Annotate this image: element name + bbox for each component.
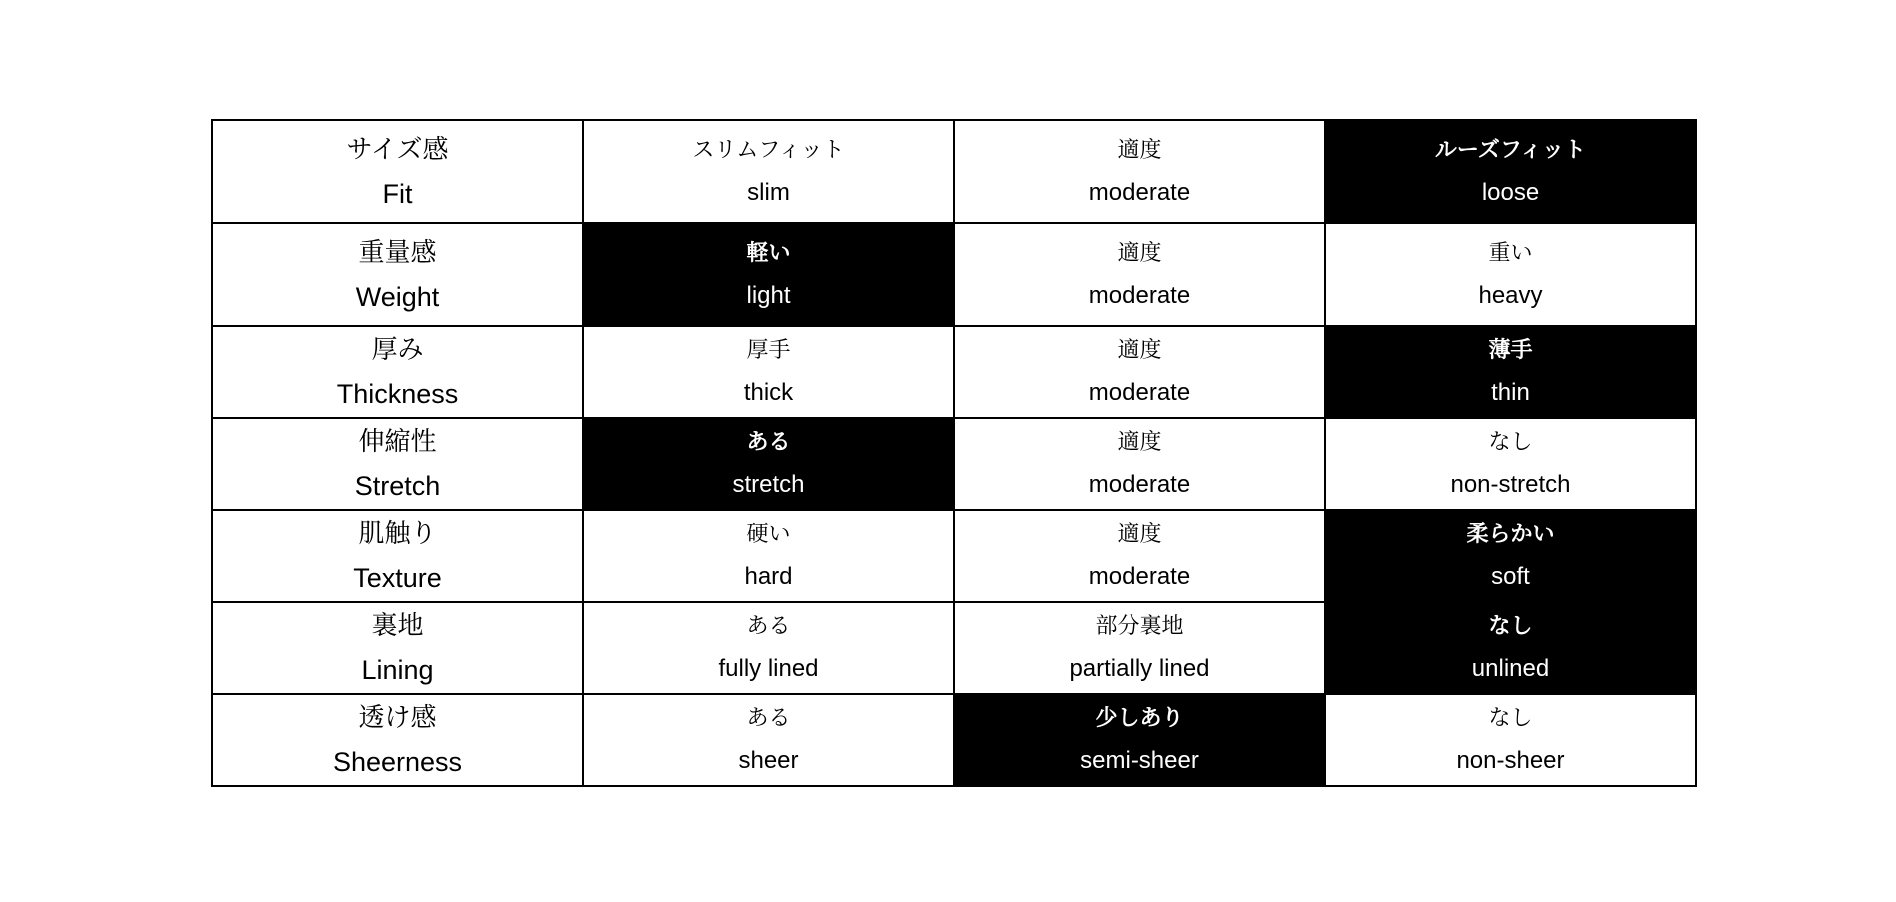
row-label-jp: 伸縮性: [358, 427, 437, 457]
option-label-en: hard: [744, 563, 793, 590]
option-label-jp: スリムフィット: [692, 137, 845, 163]
option-label-jp: ルーズフィット: [1434, 137, 1587, 163]
option-label-jp: 厚手: [746, 338, 791, 363]
option-cell: [954, 602, 1325, 694]
option-cell: [583, 120, 954, 223]
row-label-cell: [212, 326, 583, 418]
spec-row-texture: [212, 510, 1696, 602]
row-label-cell: [212, 510, 583, 602]
row-label-jp: 肌触り: [358, 519, 437, 549]
option-label-en: fully lined: [718, 655, 819, 682]
row-label-en: Stretch: [354, 471, 441, 501]
row-label-en: Lining: [361, 655, 434, 685]
row-label-jp: 厚み: [371, 335, 424, 365]
option-cell: [583, 418, 954, 510]
option-cell: [954, 418, 1325, 510]
option-label-en: unlined: [1471, 655, 1550, 682]
option-label-en: partially lined: [1069, 655, 1210, 682]
option-label-en: non-sheer: [1456, 747, 1565, 774]
option-label-en: slim: [747, 178, 790, 206]
option-label-jp: 部分裏地: [1095, 614, 1184, 639]
option-label-en: moderate: [1088, 178, 1191, 206]
row-label-en: Weight: [355, 281, 440, 312]
option-label-jp: なし: [1488, 706, 1533, 731]
option-label-en: moderate: [1088, 281, 1191, 309]
option-label-en: moderate: [1088, 471, 1191, 498]
option-label-jp: 適度: [1117, 522, 1162, 547]
option-label-jp: 軽い: [746, 240, 791, 266]
option-cell: [1325, 418, 1696, 510]
option-label-en: non-stretch: [1450, 471, 1571, 498]
option-cell: [954, 510, 1325, 602]
option-cell: [954, 223, 1325, 326]
spec-row-sheerness: [212, 694, 1696, 786]
option-cell: [583, 510, 954, 602]
option-label-jp: ある: [746, 614, 791, 639]
option-cell: [954, 120, 1325, 223]
row-label-en: Thickness: [336, 379, 459, 409]
row-label-jp: 重量感: [358, 237, 437, 268]
option-label-en: thin: [1491, 379, 1530, 406]
option-label-en: light: [746, 281, 791, 309]
option-label-en: thick: [743, 379, 794, 406]
option-label-en: loose: [1481, 178, 1540, 206]
option-label-jp: 少しあり: [1095, 706, 1184, 731]
option-label-jp: ある: [746, 430, 791, 455]
option-cell: [583, 602, 954, 694]
option-cell: [583, 694, 954, 786]
option-cell: [1325, 602, 1696, 694]
option-cell: [954, 326, 1325, 418]
option-label-en: heavy: [1478, 281, 1543, 309]
row-label-cell: [212, 418, 583, 510]
option-label-jp: 硬い: [746, 522, 791, 547]
fabric-spec-table: [211, 119, 1697, 787]
option-label-en: moderate: [1088, 379, 1191, 406]
option-label-jp: 柔らかい: [1466, 522, 1555, 547]
option-label-en: moderate: [1088, 563, 1191, 590]
option-label-jp: 適度: [1117, 137, 1162, 163]
option-label-en: soft: [1491, 563, 1530, 590]
row-label-en: Fit: [382, 178, 413, 209]
option-label-jp: 重い: [1488, 240, 1533, 266]
row-label-cell: [212, 120, 583, 223]
option-label-en: semi-sheer: [1080, 747, 1199, 774]
spec-row-weight: [212, 223, 1696, 326]
option-label-jp: 適度: [1117, 240, 1162, 266]
option-label-jp: 薄手: [1488, 338, 1533, 363]
row-label-en: Texture: [353, 563, 442, 593]
option-label-en: stretch: [732, 471, 805, 498]
row-label-cell: [212, 694, 583, 786]
option-cell: [954, 694, 1325, 786]
option-cell: [1325, 510, 1696, 602]
option-label-jp: なし: [1488, 614, 1533, 639]
option-label-jp: なし: [1488, 430, 1533, 455]
option-cell: [1325, 694, 1696, 786]
spec-table-body: [212, 120, 1696, 786]
row-label-jp: 裏地: [371, 611, 424, 641]
option-cell: [583, 326, 954, 418]
option-cell: [1325, 223, 1696, 326]
spec-row-lining: [212, 602, 1696, 694]
row-label-en: Sheerness: [332, 747, 463, 777]
row-label-jp: サイズ感: [346, 134, 449, 165]
option-cell: [1325, 120, 1696, 223]
option-cell: [1325, 326, 1696, 418]
row-label-jp: 透け感: [358, 703, 437, 733]
spec-row-stretch: [212, 418, 1696, 510]
row-label-cell: [212, 602, 583, 694]
option-label-jp: 適度: [1117, 338, 1162, 363]
option-label-jp: 適度: [1117, 430, 1162, 455]
option-cell: [583, 223, 954, 326]
option-label-en: sheer: [738, 747, 799, 774]
row-label-cell: [212, 223, 583, 326]
spec-row-thickness: [212, 326, 1696, 418]
option-label-jp: ある: [746, 706, 791, 731]
spec-row-fit: [212, 120, 1696, 223]
